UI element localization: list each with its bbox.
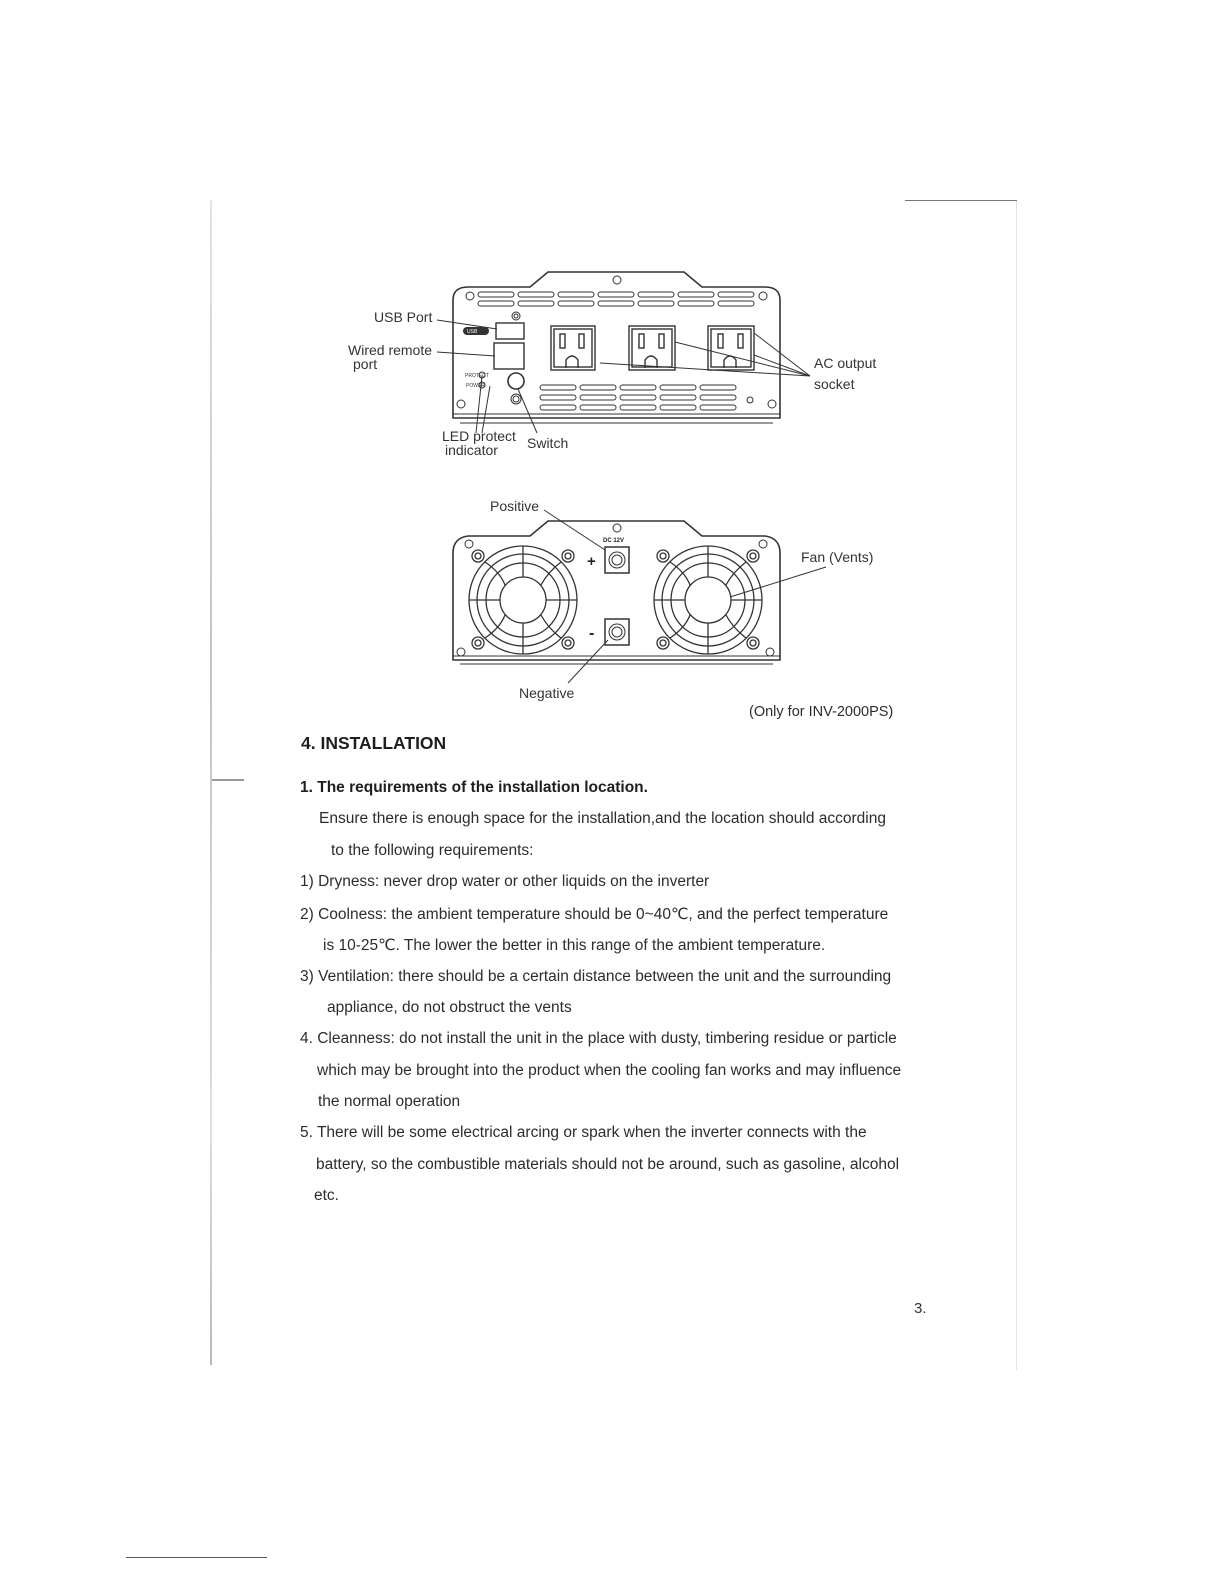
power-mark: POWER (466, 383, 485, 389)
minus-mark: - (589, 625, 595, 642)
requirement-5-line-3: etc. (314, 1187, 339, 1204)
led-protect-label-1: LED protect (442, 428, 516, 444)
usb-port-label: USB Port (374, 309, 433, 325)
section-title: 4. INSTALLATION (301, 733, 447, 753)
ac-output-label-1: AC output (814, 355, 877, 371)
usb-mark: USB (467, 329, 478, 335)
negative-label: Negative (519, 685, 575, 701)
fan-left (469, 546, 577, 654)
fan-vents-label: Fan (Vents) (801, 549, 874, 565)
section-subtitle: 1. The requirements of the installation location. (300, 779, 648, 796)
requirement-5-line-2: battery, so the combustible materials should not be around, such as gasoline, alcohol (316, 1156, 900, 1173)
intro-line-1: Ensure there is enough space for the installation,and the location should according (319, 810, 886, 827)
requirement-4-line-3: the normal operation (318, 1093, 461, 1110)
margin-mark (212, 779, 244, 781)
page-number: 3. (914, 1300, 927, 1317)
wired-remote-label-2: port (353, 356, 378, 372)
positive-label: Positive (490, 498, 540, 514)
requirement-4-line-2: which may be brought into the product when the cooling fan works and may influence (317, 1062, 902, 1079)
requirement-1: 1) Dryness: never drop water or other liquids on the inverter (300, 873, 710, 890)
switch-label: Switch (527, 435, 569, 451)
requirement-3-line-1: 3) Ventilation: there should be a certain distance between the unit and the surrounding (300, 968, 892, 985)
intro-line-2: to the following requirements: (331, 842, 534, 859)
plus-mark: + (587, 553, 596, 570)
requirement-4-line-1: 4. Cleanness: do not install the unit in the place with dusty, timbering residue or particle (300, 1030, 897, 1047)
dc-mark: DC 12V (603, 538, 625, 544)
model-note: (Only for INV-2000PS) (749, 704, 894, 720)
wired-remote-label-1: Wired remote (348, 342, 433, 358)
bottom-rule (126, 1557, 267, 1558)
requirement-2-line-2: is 10-25℃. The lower the better in this range of the ambient temperature. (323, 937, 826, 954)
rear-panel-diagram (0, 0, 1224, 740)
led-protect-label-2: indicator (445, 442, 498, 458)
fan-right (654, 546, 762, 654)
requirement-3-line-2: appliance, do not obstruct the vents (327, 999, 572, 1016)
ac-output-label-2: socket (814, 376, 855, 392)
protect-mark: PROTECT (465, 373, 489, 379)
requirement-2-line-1: 2) Coolness: the ambient temperature should be 0~40℃, and the perfect temperature (300, 906, 889, 923)
requirement-5-line-1: 5. There will be some electrical arcing or spark when the inverter connects with the (300, 1124, 867, 1141)
